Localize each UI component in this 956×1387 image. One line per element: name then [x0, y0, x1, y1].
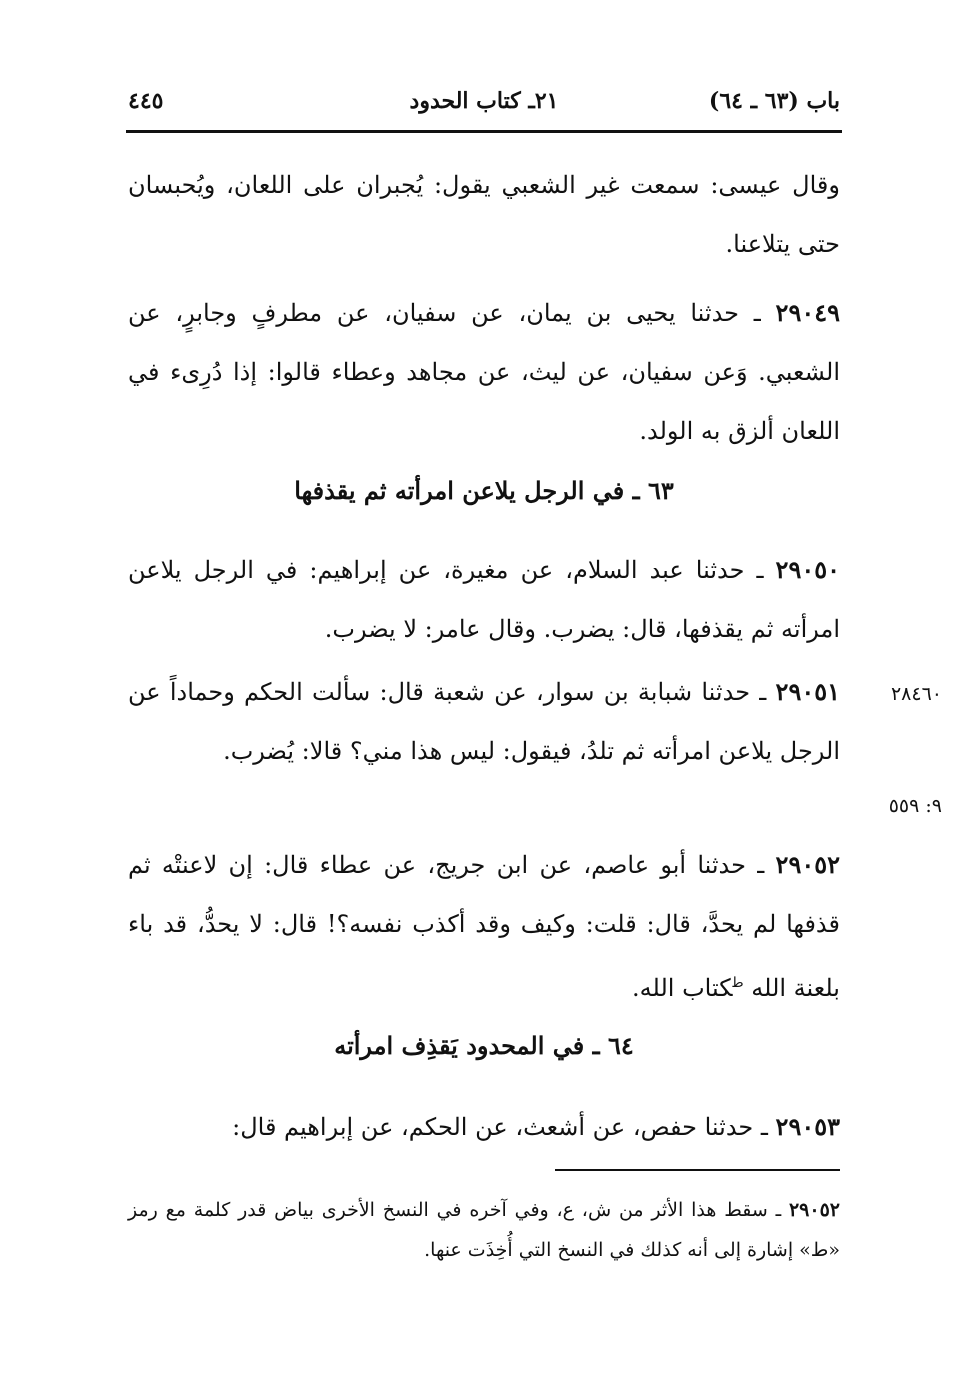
- hadith-number: ٢٩٠٥١: [775, 677, 840, 706]
- footnote-rule: [555, 1169, 840, 1171]
- hadith-number: ٢٩٠٥٠: [775, 555, 840, 584]
- paragraph-29050: [128, 540, 840, 659]
- paragraph-29051: [128, 662, 840, 781]
- running-header: [128, 88, 840, 128]
- paragraph-isa: [128, 156, 840, 274]
- paragraph-29053: [128, 1097, 840, 1157]
- page-number: ٤٤٥: [128, 88, 164, 114]
- paragraph-text-end: كتاب الله.: [632, 974, 733, 1002]
- hadith-number: ٢٩٠٥٣: [775, 1112, 840, 1141]
- chapter-range: باب (٦٣ ـ ٦٤): [708, 88, 840, 114]
- hadith-number: ٢٩٠٤٩: [775, 298, 840, 327]
- paragraph-text: ـ حدثنا عبد السلام، عن مغيرة، عن إبراهيم: في الرجل يلاعن امرأته ثم يقذفها، قال: يضرب. وقال عامر: لا يضرب.: [128, 556, 840, 643]
- paragraph-text: وقال عيسى: سمعت غير الشعبي يقول: يُجبران على اللعان، ويُحبسان حتى يتلاعنا.: [128, 171, 840, 258]
- margin-reference-bottom: ٩: ٥٥٩: [888, 795, 942, 817]
- manuscript-mark: ط: [732, 975, 744, 991]
- paragraph-text: ـ حدثنا شبابة بن سوار، عن شعبة قال: سألت الحكم وحماداً عن الرجل يلاعن امرأته ثم تلدُ، فيقول: ليس هذا مني؟ قالا: يُضرب.: [128, 678, 840, 765]
- paragraph-text: ـ حدثنا حفص، عن أشعث، عن الحكم، عن إبراهيم قال:: [232, 1113, 776, 1141]
- section-heading-64: ٦٤ ـ في المحدود يَقذِف امرأته: [334, 1031, 634, 1060]
- footnote-number: ٢٩٠٥٢: [788, 1199, 840, 1221]
- footnote: [128, 1190, 840, 1270]
- hadith-number: ٢٩٠٥٢: [775, 850, 840, 879]
- margin-reference-top: ٢٨٤٦٠: [890, 683, 942, 705]
- paragraph-29052: [128, 835, 840, 1018]
- paragraph-text: ـ حدثنا يحيى بن يمان، عن سفيان، عن مطرفٍ وجابرٍ، عن الشعبي. وَعن سفيان، عن ليث، عن مجاهد وعطاء قالوا: إذا دُرِىء في اللعان ألزق به الولد.: [128, 299, 840, 445]
- paragraph-text: ـ حدثنا أبو عاصم، عن ابن جريج، عن عطاء قال: إن لاعنتْه ثم قذفها لم يحدَّ، قال: قلت: وكيف وقد أكذب نفسه؟! قال: لا يحدُّ، قد باء بلعنة الله: [128, 851, 840, 1002]
- book-title: ٢١ـ كتاب الحدود: [409, 88, 559, 114]
- header-rule: [126, 130, 842, 133]
- section-heading-63: ٦٣ ـ في الرجل يلاعن امرأته ثم يقذفها: [294, 476, 674, 505]
- footnote-text: ـ سقط هذا الأثر من ش، ع، وفي آخره في النسخ الأخرى بياض قدر كلمة مع رمز «ط» إشارة إلى أنه كذلك في النسخ التي أُخِذَت عنها.: [128, 1199, 840, 1261]
- paragraph-29049: [128, 283, 840, 461]
